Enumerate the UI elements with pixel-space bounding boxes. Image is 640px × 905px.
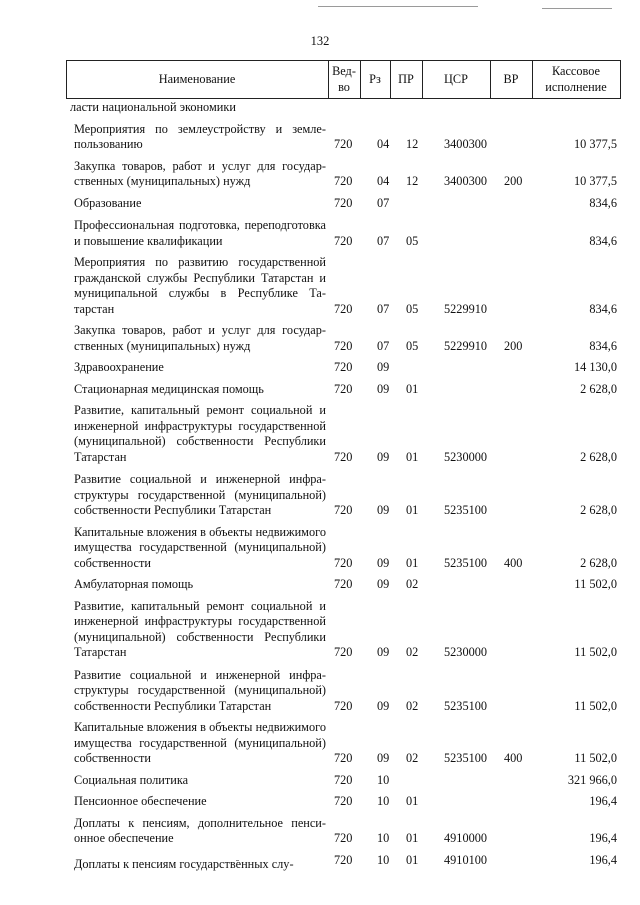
table-row: Пенсионное обеспечение 720 10 01 196,4: [74, 794, 617, 808]
scan-artifact-line: [542, 8, 612, 9]
scan-artifact-line: [318, 6, 478, 7]
header-name: Наименование: [158, 72, 236, 86]
table-row: Развитие, капитальный ремонт социальной и инженерной инфраструктуры государственной (муниципальной) собственности Республики Татарстан 720 09 02 5230000 11 502,0: [74, 598, 617, 659]
header-ved: Вед- во: [332, 64, 356, 94]
header-vr: ВР: [503, 72, 519, 86]
table-row: Доплаты к пенсиям, дополнительное пенсионное обеспечение 720 10 01 4910000 196,4: [74, 815, 617, 845]
page-number: 132: [310, 34, 330, 48]
table-row: Закупка товаров, работ и услуг для государственных (муниципальных) нужд 720 07 05 5229910 200 834,6: [74, 323, 617, 353]
table-row: Капитальные вложения в объекты недвижимого имущества государственной (муниципальной) собственности 720 09 01 5235100 400 2 628,0: [74, 524, 617, 570]
header-bottom-rule: [66, 98, 621, 99]
table-row: ласти национальной экономики: [70, 100, 236, 114]
table-row: Профессиональная подготовка, переподготовка и повышение квалификации 720 07 05 834,6: [74, 218, 617, 248]
table-row: Стационарная медицинская помощь 720 09 01 2 628,0: [74, 381, 617, 396]
table-row: Закупка товаров, работ и услуг для государственных (муниципальных) нужд 720 04 12 3400300 200 10 377,5: [74, 158, 617, 188]
header-csr: ЦСР: [444, 72, 468, 86]
table-body: [66, 100, 621, 872]
table-row: Развитие, капитальный ремонт социальной и инженерной инфраструктуры государственной (муниципальной) собственности Республики Татарстан 720 09 01 5230000 2 628,0: [74, 403, 617, 464]
table-row: Развитие социальной и инженерной инфраструктуры государственной (муниципальной) собственности Республики Татарстан 720 09 02 5235100 11 502,0: [74, 667, 617, 713]
header-rz: Рз: [369, 72, 381, 86]
header-kass: Кассовое исполнение: [545, 64, 607, 94]
table-row: Мероприятия по землеустройству и землепользованию 720 04 12 3400300 10 377,5: [74, 121, 617, 151]
header-pr: ПР: [398, 72, 414, 86]
table-row: Доплаты к пенсиям государственных слу- 720 10 01 4910100 196,4: [74, 852, 617, 871]
table-row: Образование 720 07 834,6: [74, 195, 617, 210]
table-row: Капитальные вложения в объекты недвижимого имущества государственной (муниципальной) собственности 720 09 02 5235100 400 11 502,0: [74, 720, 617, 765]
table-row: Здравоохранение 720 09 14 130,0: [74, 360, 617, 374]
table-row: Социальная политика 720 10 321 966,0: [74, 772, 617, 787]
table-row: Мероприятия по развитию государственной гражданской службы Республики Татарстан и муниципальной службы в Республике Татарстан 720 07 05 5229910 834,6: [74, 255, 617, 316]
table-row: Амбулаторная помощь 720 09 02 11 502,0: [74, 577, 617, 591]
table-header: [66, 60, 621, 98]
table-row: Развитие социальной и инженерной инфраструктуры государственной (муниципальной) собственности Республики Татарстан 720 09 01 5235100 2 628,0: [74, 472, 617, 517]
